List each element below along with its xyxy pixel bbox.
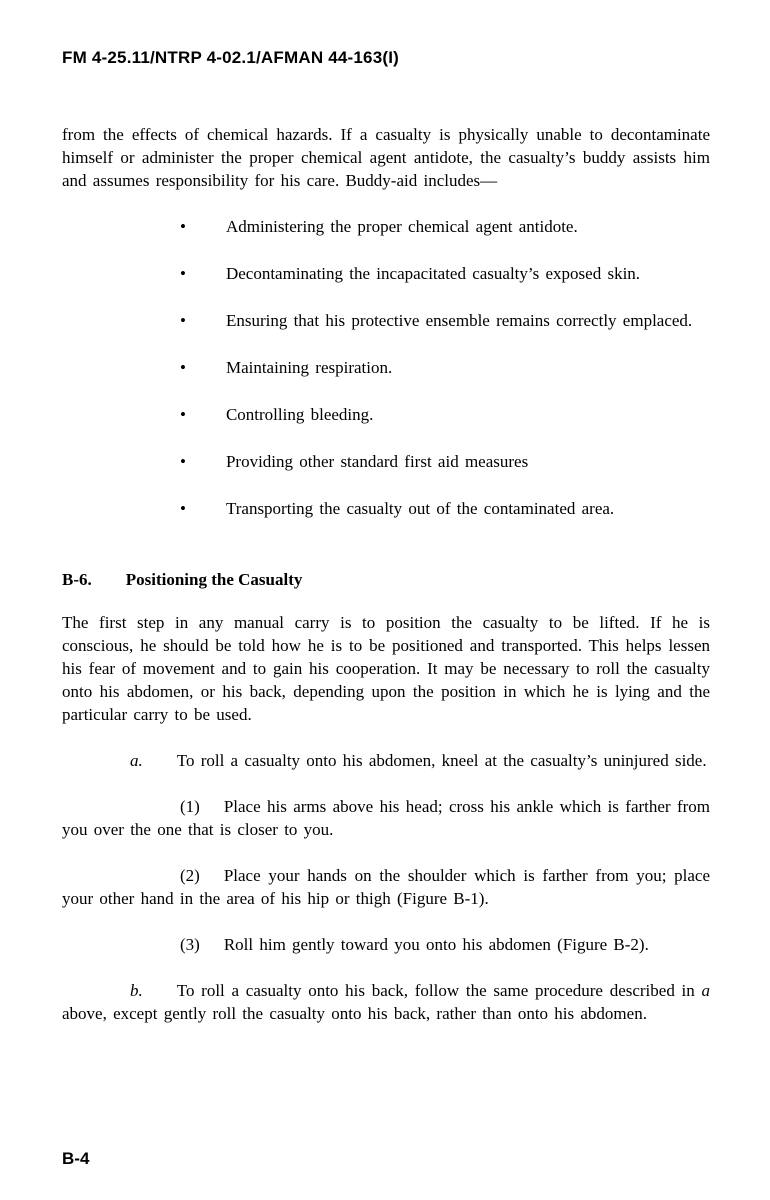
bullet-glyph: •: [180, 405, 186, 424]
page-number: B-4: [62, 1149, 90, 1168]
list-item-1: [62, 795, 710, 841]
item-a-text: To roll a casualty onto his abdomen, kneel at the casualty’s uninjured side.: [176, 751, 707, 770]
sub-item-label: (2): [180, 866, 200, 885]
sub-item-text: Roll him gently toward you onto his abdomen (Figure B-2).: [223, 935, 649, 954]
bullet-item: [62, 309, 710, 332]
bullet-text: Transporting the casualty out of the contaminated area.: [225, 499, 615, 518]
item-b-emphasis: a: [701, 981, 710, 1000]
bullet-item: [62, 356, 710, 379]
bullet-item: [62, 215, 710, 238]
bullet-text: Ensuring that his protective ensemble remains correctly emplaced.: [225, 311, 693, 330]
bullet-item: [62, 450, 710, 473]
section-title: Positioning the Casualty: [125, 570, 303, 589]
bullet-glyph: •: [180, 217, 186, 236]
bullet-text: Providing other standard first aid measures: [225, 452, 529, 471]
section-b6-paragraph: The first step in any manual carry is to position the casualty to be lifted. If he is conscious, he should be told how he is to be positioned and transported. This helps lessen his fear of movement and to gain his cooperation. It may be necessary to roll the casualty onto his abdomen, or his back, depending upon the position in which he is lying and the particular carry to be used.: [62, 613, 710, 724]
section-number: B-6.: [62, 570, 92, 589]
bullet-glyph: •: [180, 358, 186, 377]
list-item-3: [62, 933, 710, 956]
bullet-glyph: •: [180, 452, 186, 471]
bullet-text: Administering the proper chemical agent antidote.: [225, 217, 578, 236]
bullet-text: Decontaminating the incapacitated casualty’s exposed skin.: [225, 264, 641, 283]
bullet-glyph: •: [180, 499, 186, 518]
bullet-glyph: •: [180, 311, 186, 330]
item-b-label: b.: [130, 981, 143, 1000]
item-b-text-before: To roll a casualty onto his back, follow the same procedure described in: [176, 981, 702, 1000]
bullet-item: [62, 497, 710, 520]
bullet-text: Controlling bleeding.: [225, 405, 374, 424]
intro-paragraph: from the effects of chemical hazards. If a casualty is physically unable to decontaminate himself or administer the proper chemical agent antidote, the casualty’s buddy assists him and assumes responsibility for his care. Buddy-aid includes—: [62, 125, 710, 190]
sub-item-text: Place his arms above his head; cross his ankle which is farther from you over the one that is closer to you.: [62, 797, 710, 839]
item-b-text-after: above, except gently roll the casualty onto his back, rather than onto his abdomen.: [62, 1004, 647, 1023]
bullet-text: Maintaining respiration.: [225, 358, 393, 377]
section-heading-b6: [62, 568, 710, 591]
list-item-a: [62, 749, 710, 772]
sub-item-label: (1): [180, 797, 200, 816]
bullet-item: [62, 262, 710, 285]
document-header-title: FM 4-25.11/NTRP 4-02.1/AFMAN 44-163(I): [62, 48, 400, 67]
bullet-item: [62, 403, 710, 426]
list-item-b: [62, 979, 710, 1025]
list-item-2: [62, 864, 710, 910]
item-a-label: a.: [130, 751, 143, 770]
sub-item-text: Place your hands on the shoulder which is farther from you; place your other hand in the area of his hip or thigh (Figure B-1).: [62, 866, 710, 908]
sub-item-label: (3): [180, 935, 200, 954]
bullet-glyph: •: [180, 264, 186, 283]
